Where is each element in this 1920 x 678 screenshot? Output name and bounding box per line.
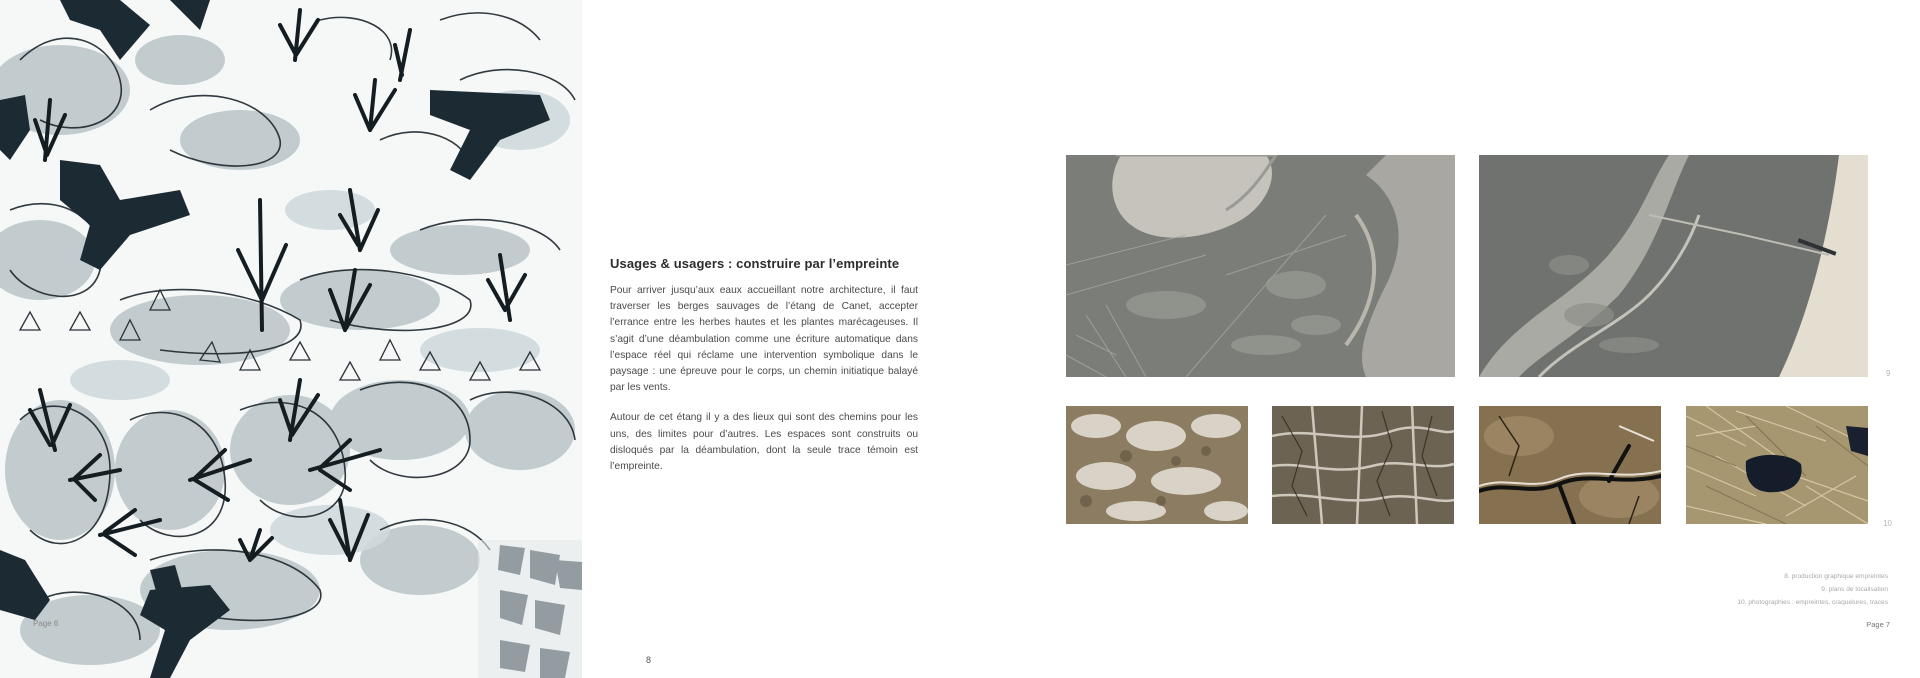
page-number-center: 8 (646, 655, 652, 665)
photo-mud-crack (1479, 406, 1661, 524)
aerial-map-shore-image (1479, 155, 1868, 377)
photo-cracks (1272, 406, 1454, 524)
caption-line: 8. production graphique empreintes (1784, 573, 1888, 580)
article-heading: Usages & usagers : construire par l’empreinte (610, 256, 900, 271)
article-paragraph-2: Autour de cet étang il y a des lieux qui sont des chemins pour les uns, des limites pour d’autres. Les espaces sont construits ou disloqués par la déambulation, dont la seule trace témoin est l’empreinte. (610, 412, 918, 473)
article-text-block (610, 256, 918, 489)
photo-dry-grass (1686, 406, 1868, 524)
caption-line: 10. photographies : empreintes, craquelures, traces (1737, 599, 1888, 606)
aerial-photo-shore (1479, 155, 1868, 377)
texture-footprints-image (1066, 406, 1248, 524)
texture-dry-grass-image (1686, 406, 1868, 524)
footprint-drawing (0, 0, 582, 678)
figure-9-label: 9 (1886, 369, 1891, 378)
figure-captions (1737, 570, 1888, 609)
texture-cracks-image (1272, 406, 1454, 524)
right-page-label: Page 7 (1866, 620, 1890, 629)
photo-footprints (1066, 406, 1248, 524)
caption-line: 9. plans de localisation (1821, 586, 1888, 593)
figure-10-label: 10 (1883, 519, 1892, 528)
article-paragraph-1: Pour arriver jusqu’aux eaux accueillant notre architecture, il faut traverser les berges sauvages de l’étang de Canet, accepter l’errance entre les herbes hautes et les plantes marécageuses. Il s’agit d’une déambulation comme une écriture automatique dans l’espace réel qui réclame une intervention symbolique dans le paysage : une épreuve pour le corps, un chemin initiatique balayé par les vents. (610, 285, 918, 394)
aerial-photo-lake (1066, 155, 1455, 377)
aerial-map-lake-image (1066, 155, 1455, 377)
texture-mud-crack-image (1479, 406, 1661, 524)
ink-sketch-artwork (0, 0, 582, 678)
left-page-label: Page 6 (33, 619, 59, 628)
